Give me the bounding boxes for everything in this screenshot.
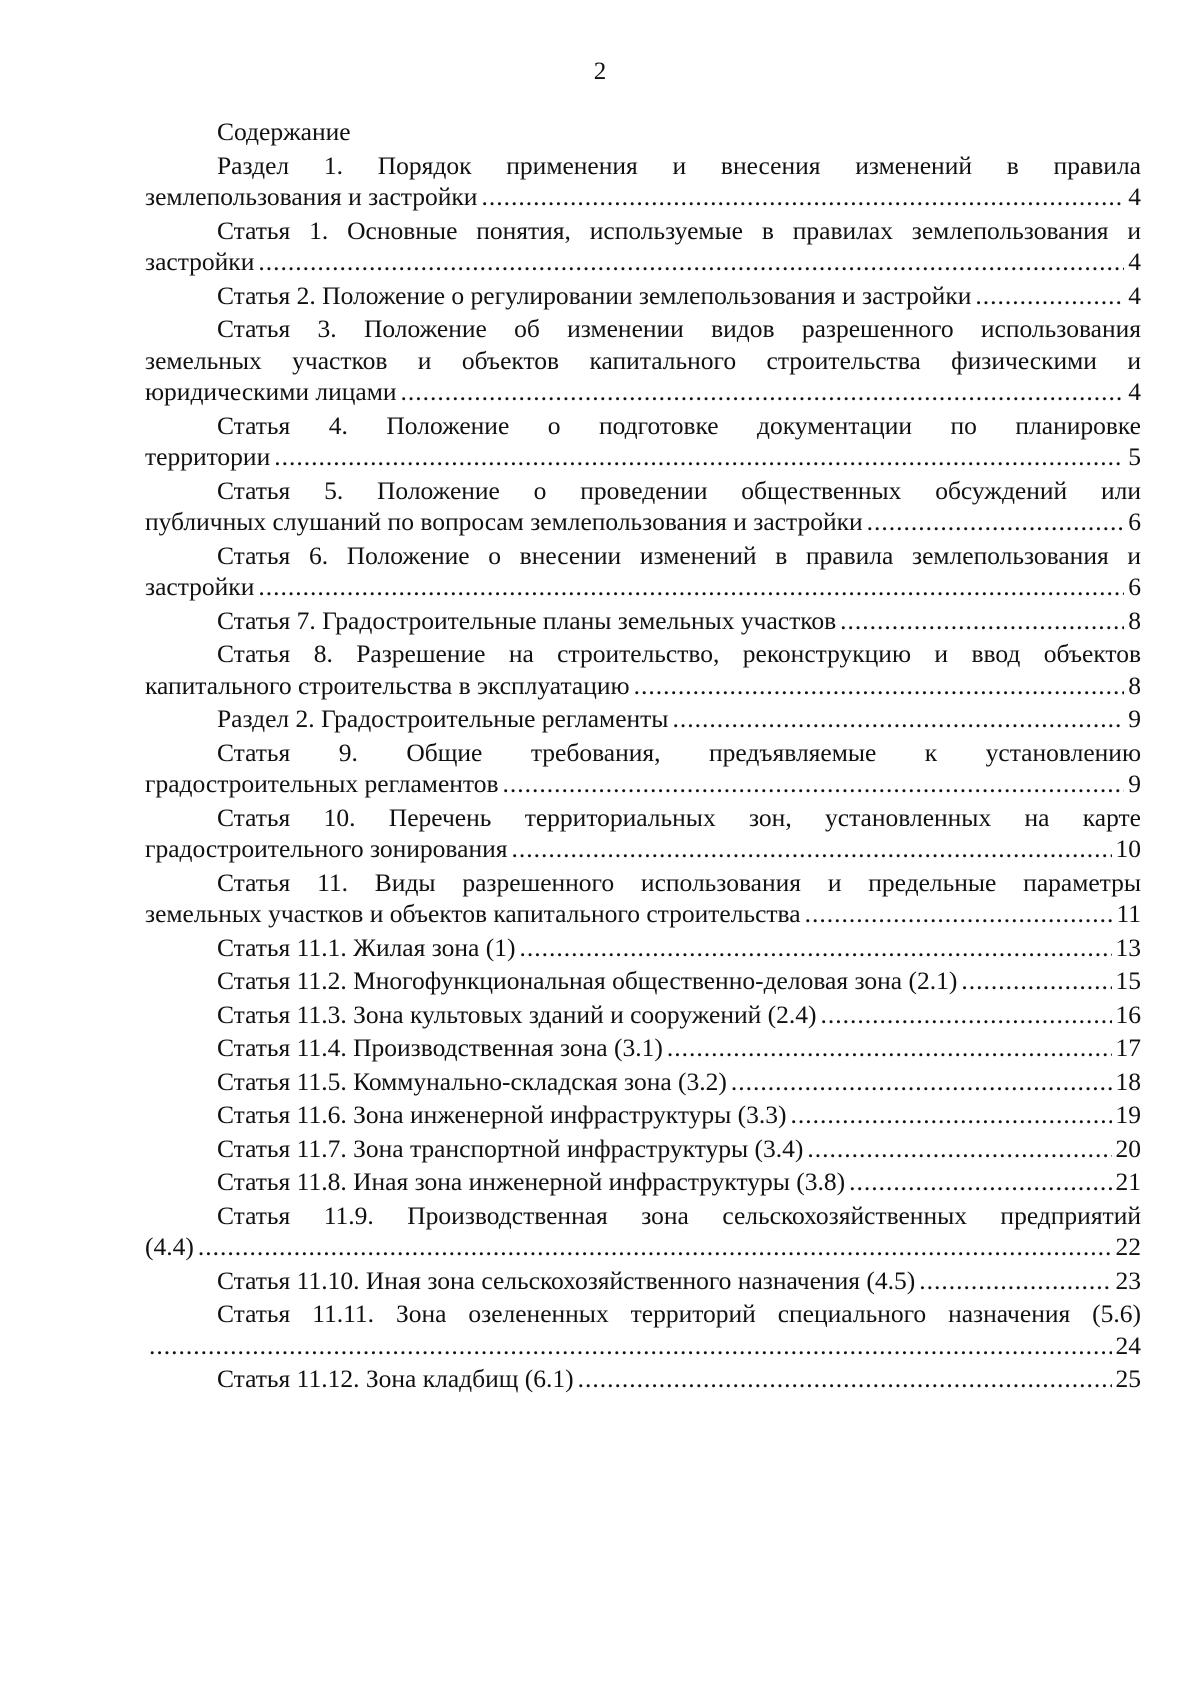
toc-entry [145,1298,1141,1361]
toc-entry-title: Статья 8. Разрешение на строительство, реконструкцию и ввод объектов [217,639,1141,668]
toc-entry-line [145,1099,1141,1131]
toc-entry-line [145,1166,1141,1198]
toc-page-number: 5 [1128,442,1141,471]
toc-entry [145,540,1141,603]
toc-entry-line [145,441,1141,473]
toc-entry [145,475,1141,538]
toc-page-number: 17 [1115,1033,1141,1062]
toc-entry [145,150,1141,213]
toc-entry [145,1200,1141,1263]
dot-leader [149,1330,1112,1362]
toc-entry-title-continued: земельных участков и объектов капитального строительства физическими и [145,345,1141,375]
toc-entry-text: застройки [145,247,255,276]
toc-entry-text: Статья 11.12. Зона кладбищ (6.1) [217,1364,574,1393]
toc-entry [145,215,1141,278]
toc-page-number: 19 [1115,1100,1141,1129]
toc-entry [145,999,1141,1031]
dot-leader [731,1066,1112,1098]
toc-entry-title: Раздел 1. Порядок применения и внесения изменений в правила [217,150,1141,180]
toc-page-number: 4 [1128,247,1141,276]
toc-page-number: 11 [1116,899,1141,928]
dot-leader [481,181,1124,213]
dot-leader [578,1363,1112,1395]
toc-entry-text: Статья 11.2. Многофункциональная общественно-деловая зона (2.1) [217,966,958,995]
toc-entry [145,932,1141,964]
toc-entry-line [145,1066,1141,1098]
toc-entry-text: Статья 7. Градостроительные планы земельных участков [217,605,837,635]
toc-entry-title: Статья 9. Общие требования, предъявляемые к установлению [217,737,1141,767]
toc-entry-title: Статья 1. Основные понятия, используемые в правилах землепользования и [217,215,1141,245]
dot-leader [840,605,1124,637]
toc-entry [145,737,1141,800]
toc-entry-text: градостроительных регламентов [145,769,499,798]
toc-entry-line [145,703,1141,735]
toc-page-number: 22 [1115,1232,1141,1261]
toc-entry-text: Статья 11.6. Зона инженерной инфраструктуры (3.3) [217,1100,787,1129]
toc-entry-text: Статья 2. Положение о регулировании землепользования и застройки [217,280,972,310]
toc-entry-text: Статья 11.7. Зона транспортной инфраструктуры (3.4) [217,1133,804,1163]
toc-entry-text: земельных участков и объектов капитального строительства [145,899,801,928]
dot-leader [511,833,1111,865]
toc-entry-title: Статья 10. Перечень территориальных зон, установленных на карте [217,802,1141,832]
toc-entry [145,703,1141,735]
toc-page-number: 18 [1115,1066,1141,1096]
toc-page-number: 6 [1128,507,1141,536]
toc-entry [145,1363,1141,1395]
toc-entry-text: публичных слушаний по вопросам землепользования и застройки [145,507,863,536]
toc-entry [145,280,1141,312]
toc-entry [145,1032,1141,1064]
toc-heading: Содержание [217,117,351,146]
toc-entry-line [145,1330,1141,1362]
toc-entry-text: капитального строительства в эксплуатацию [145,670,630,700]
dot-leader [198,1231,1112,1263]
toc-page-number: 8 [1128,670,1141,700]
toc-entry-line [145,246,1141,278]
toc-entry [145,1166,1141,1198]
toc-entry-line [145,1231,1141,1263]
toc-entry-text: градостроительного зонирования [145,834,508,863]
toc-page-number: 15 [1115,966,1141,995]
toc-page-number: 9 [1128,769,1141,798]
toc-entry-line [145,181,1141,213]
dot-leader [258,246,1124,278]
toc-entry [145,802,1141,865]
toc-entry-text: юридическими лицами [145,377,397,406]
toc-page-number: 23 [1115,1265,1141,1295]
toc-entry-line [145,898,1141,930]
toc-entry [145,313,1141,408]
toc-page-number: 24 [1115,1330,1141,1360]
toc-entry-line [145,1032,1141,1064]
toc-entry-title: Статья 3. Положение об изменении видов разрешенного использования [217,314,1141,343]
toc-page-number: 4 [1128,377,1141,406]
toc-entry-line [145,932,1141,964]
toc-entry-line [145,768,1141,800]
toc-entry-line [145,999,1141,1031]
dot-leader [807,1133,1111,1165]
toc-page-number: 4 [1128,280,1141,310]
toc-page-number: 16 [1115,999,1141,1029]
toc-page-number: 21 [1115,1167,1141,1196]
table-of-contents [145,116,1141,1397]
toc-entry-line [145,1133,1141,1165]
toc-entry-line [145,670,1141,702]
dot-leader [867,506,1125,538]
toc-entry-title: Статья 11.9. Производственная зона сельскохозяйственных предприятий [217,1200,1141,1230]
toc-entry-text: Статья 11.8. Иная зона инженерной инфраструктуры (3.8) [217,1167,846,1196]
toc-entry [145,867,1141,930]
toc-entry-text: Статья 11.10. Иная зона сельскохозяйственного назначения (4.5) [217,1265,916,1295]
toc-entry-text: Статья 11.1. Жилая зона (1) [217,932,516,962]
toc-entry [145,1066,1141,1098]
dot-leader [274,441,1124,473]
toc-entry-line [145,605,1141,637]
toc-entry [145,1265,1141,1297]
toc-entry-text: Статья 11.4. Производственная зона (3.1) [217,1033,663,1062]
dot-leader [503,768,1125,800]
dot-leader [849,1166,1111,1198]
toc-entry-text: Статья 11.5. Коммунально-складская зона (3.2) [217,1066,727,1096]
toc-entry-title: Статья 4. Положение о подготовке документации по планировке [217,410,1141,440]
toc-entry-text: застройки [145,572,255,601]
toc-entry [145,605,1141,637]
toc-entry [145,1133,1141,1165]
page-number: 2 [593,58,607,85]
toc-entry [145,638,1141,701]
toc-page-number: 9 [1128,704,1141,733]
toc-page-number: 20 [1115,1133,1141,1163]
toc-entry [145,410,1141,473]
toc-entry-line [145,376,1141,408]
dot-leader [634,670,1125,702]
dot-leader [258,571,1124,603]
toc-entry-title: Статья 5. Положение о проведении общественных обсуждений или [217,475,1141,505]
toc-entry-line [145,1265,1141,1297]
toc-entry-line [145,571,1141,603]
toc-page-number: 10 [1115,834,1141,863]
toc-entries [145,150,1141,1395]
dot-leader [519,932,1111,964]
toc-page-number: 6 [1128,572,1141,601]
toc-entry-line [145,280,1141,312]
dot-leader [805,898,1113,930]
toc-page-number: 13 [1115,932,1141,962]
toc-entry-text: Раздел 2. Градостроительные регламенты [217,704,669,733]
toc-entry [145,965,1141,997]
toc-entry-text: (4.4) [145,1232,194,1261]
toc-entry-title: Статья 6. Положение о внесении изменений в правила землепользования и [217,540,1141,570]
toc-entry-text: Статья 11.3. Зона культовых зданий и сооружений (2.4) [217,999,817,1029]
dot-leader [961,965,1111,997]
toc-page-number: 8 [1128,605,1141,635]
toc-entry-text: территории [145,442,271,471]
dot-leader [667,1032,1112,1064]
toc-entry-text: землепользования и застройки [145,182,478,211]
dot-leader [672,703,1124,735]
dot-leader [821,999,1112,1031]
toc-entry-line [145,965,1141,997]
dot-leader [975,280,1124,312]
toc-entry [145,1099,1141,1131]
toc-entry-line [145,506,1141,538]
dot-leader [400,376,1124,408]
toc-entry-line [145,833,1141,865]
dot-leader [791,1099,1112,1131]
toc-entry-title: Статья 11.11. Зона озелененных территорий специального назначения (5.6) [217,1299,1141,1328]
toc-entry-line [145,1363,1141,1395]
toc-entry-title: Статья 11. Виды разрешенного использования и предельные параметры [217,867,1141,897]
toc-page-number: 4 [1128,182,1141,211]
toc-page-number: 25 [1115,1364,1141,1393]
dot-leader [919,1265,1111,1297]
